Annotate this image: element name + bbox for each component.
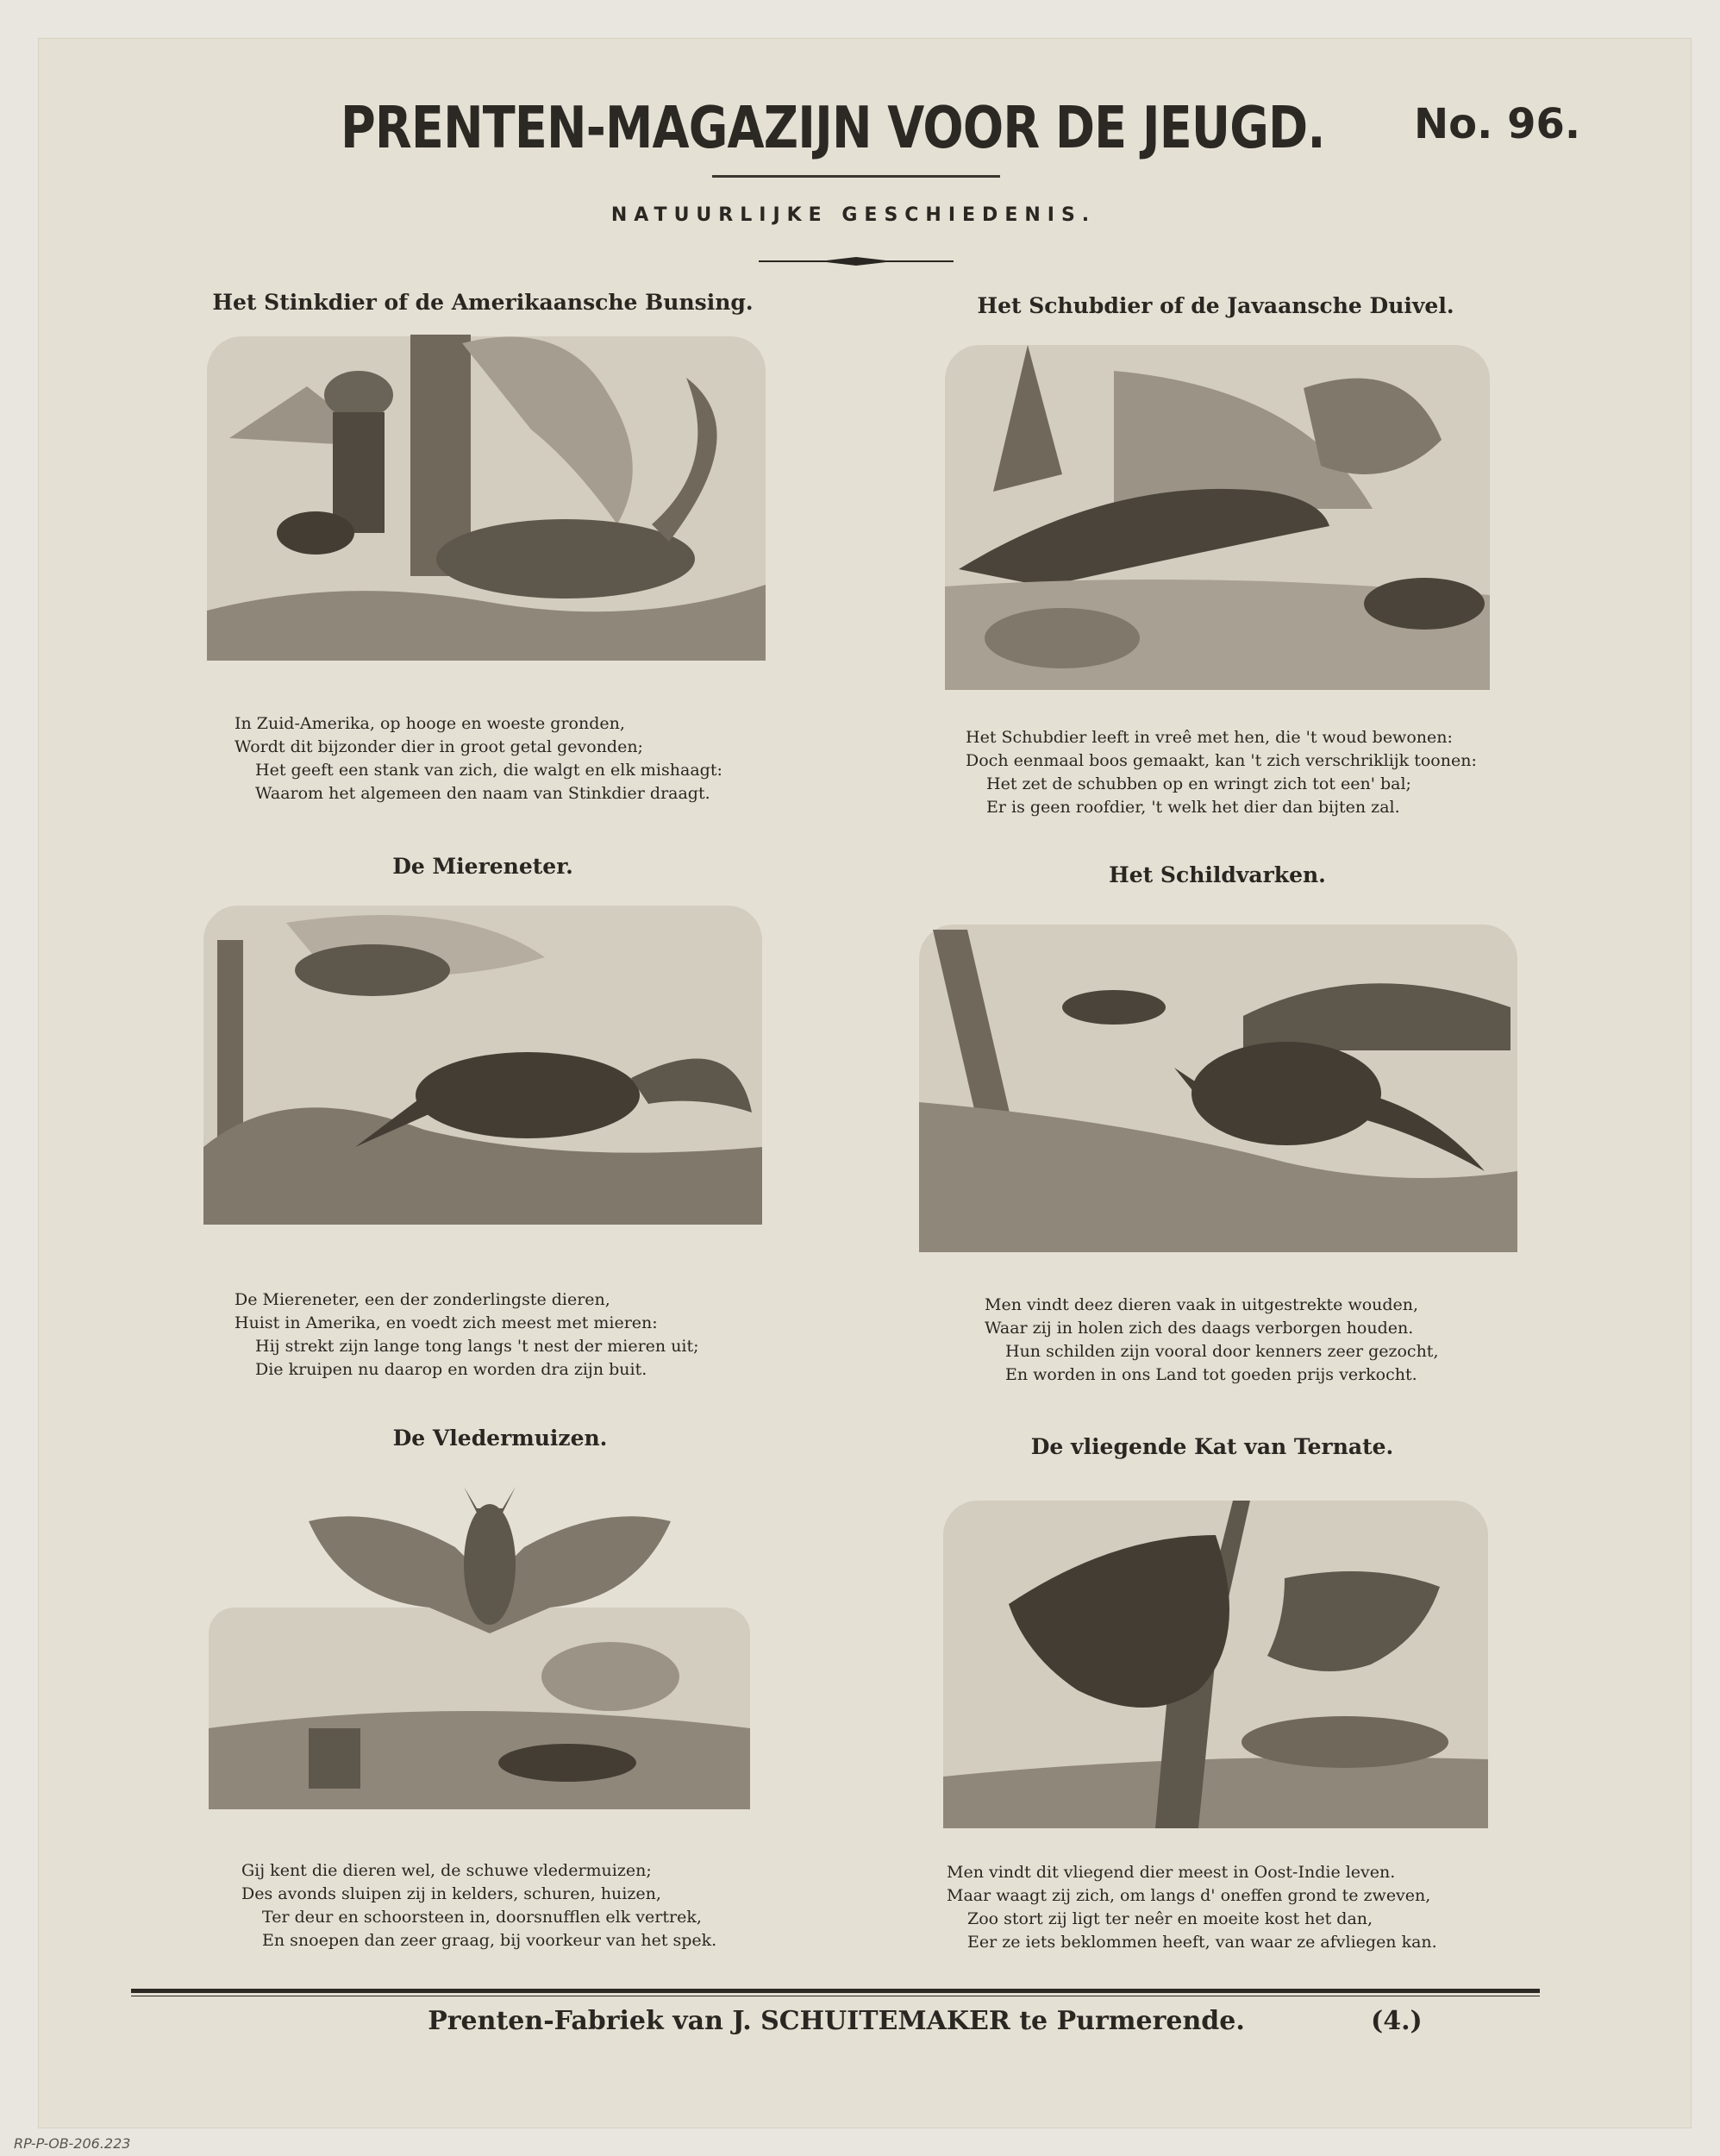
skunk-illustration <box>203 326 769 671</box>
verse-line: En snoepen dan zeer graag, bij voorkeur van het spek. <box>262 1931 717 1950</box>
verse-line: In Zuid-Amerika, op hooge en woeste gronden, <box>235 714 625 733</box>
verse-line: Eer ze iets beklommen heeft, van waar ze afvliegen kan. <box>967 1933 1437 1952</box>
verse-line: Het Schubdier leeft in vreê met hen, die 't woud bewonen: <box>966 728 1453 747</box>
verse-miereneter <box>235 1288 699 1382</box>
verse-stinkdier <box>235 712 722 805</box>
verse-line: Het zet de schubben op en wringt zich tot een' bal; <box>986 774 1411 793</box>
verse-line: Men vindt deez dieren vaak in uitgestrekte wouden, <box>985 1295 1419 1314</box>
title-rule <box>712 175 1000 178</box>
verse-line: En worden in ons Land tot goeden prijs verkocht. <box>1005 1365 1417 1384</box>
verse-line: Men vindt dit vliegend dier meest in Oost-Indie leven. <box>947 1863 1396 1882</box>
footer-rule <box>131 1989 1540 1993</box>
verse-line: Zoo stort zij ligt ter neêr en moeite kost het dan, <box>967 1909 1373 1928</box>
armadillo-illustration <box>916 912 1521 1261</box>
verse-vledermuizen <box>241 1859 716 1952</box>
verse-schildvarken <box>985 1294 1438 1387</box>
verse-schubdier <box>966 726 1477 819</box>
verse-line: Gij kent die dieren wel, de schuwe vledermuizen; <box>241 1861 652 1880</box>
verse-line: Hij strekt zijn lange tong langs 't nest der mieren uit; <box>255 1337 699 1356</box>
anteater-illustration <box>200 888 766 1233</box>
panel-title-stinkdier: Het Stinkdier of de Amerikaansche Bunsing. <box>212 290 754 315</box>
ornament-divider <box>759 255 954 267</box>
issue-number: No. 96. <box>1414 100 1581 148</box>
verse-line: Er is geen roofdier, 't welk het dier dan bijten zal. <box>986 798 1400 817</box>
verse-line: Maar waagt zij zich, om langs d' oneffen grond te zweven, <box>947 1886 1431 1905</box>
pangolin-illustration <box>941 336 1493 704</box>
verse-line: Het geeft een stank van zich, die walgt en elk mishaagt: <box>255 761 722 780</box>
verse-line: Doch eenmaal boos gemaakt, kan 't zich verschriklijk toonen: <box>966 751 1477 770</box>
sheet-number: (4.) <box>1371 2006 1423 2036</box>
panel-title-vledermuizen: De Vledermuizen. <box>392 1426 608 1451</box>
flying-cat-illustration <box>940 1466 1492 1837</box>
verse-line: Waar zij in holen zich des daags verborgen houden. <box>985 1319 1414 1338</box>
verse-line: Des avonds sluipen zij in kelders, schuren, huizen, <box>241 1884 661 1903</box>
verse-line: De Miereneter, een der zonderlingste dieren, <box>235 1290 610 1309</box>
verse-line: Waarom het algemeen den naam van Stinkdier draagt. <box>255 784 710 803</box>
bat-illustration <box>205 1470 754 1818</box>
verse-line: Hun schilden zijn vooral door kenners zeer gezocht, <box>1005 1342 1439 1361</box>
verse-line: Ter deur en schoorsteen in, doorsnufflen elk vertrek, <box>262 1908 702 1927</box>
verse-line: Wordt dit bijzonder dier in groot getal gevonden; <box>235 737 643 756</box>
page-subtitle: NATUURLIJKE GESCHIEDENIS. <box>610 204 1097 226</box>
panel-title-schildvarken: Het Schildvarken. <box>1109 862 1326 887</box>
publisher-line: Prenten-Fabriek van J. SCHUITEMAKER te Purmerende. <box>428 2006 1245 2036</box>
verse-vliegende-kat <box>947 1861 1437 1954</box>
verse-line: Huist in Amerika, en voedt zich meest met mieren: <box>235 1313 658 1332</box>
verse-line: Die kruipen nu daarop en worden dra zijn buit. <box>255 1360 647 1379</box>
page-title: PRENTEN-MAGAZIJN VOOR DE JEUGD. <box>341 94 1325 161</box>
panel-title-miereneter: De Miereneter. <box>392 854 573 879</box>
panel-title-vliegende-kat: De vliegende Kat van Ternate. <box>1030 1434 1394 1459</box>
panel-title-schubdier: Het Schubdier of de Javaansche Duivel. <box>977 293 1454 318</box>
catalog-mark: RP-P-OB-206.223 <box>14 2135 131 2152</box>
